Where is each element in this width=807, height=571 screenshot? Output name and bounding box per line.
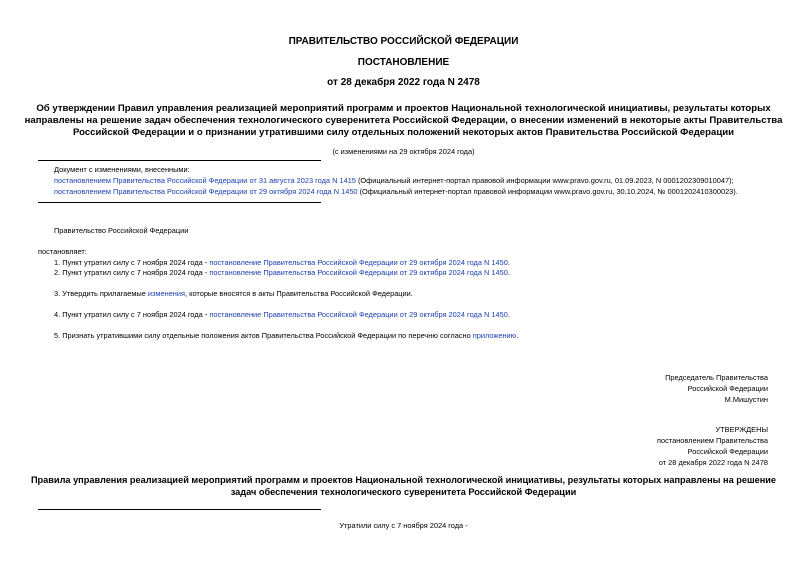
approved-block	[657, 424, 768, 468]
changes-bottom-rule	[38, 202, 321, 203]
paragraph-end: .	[507, 258, 510, 267]
paragraph-text: 5. Признать утратившими силу отдельные положения актов Правительства Российской Федерации по перечню согласно	[54, 331, 473, 340]
paragraph-1	[54, 258, 510, 267]
doc-title	[0, 103, 807, 139]
doc-title-line: Об утверждении Правил управления реализацией мероприятий программ и проектов Национальной технологической инициативы, результаты которых	[36, 103, 771, 114]
approved-line: УТВЕРЖДЕНЫ	[715, 425, 768, 434]
paragraph-link[interactable]: приложению	[472, 331, 517, 340]
change-item-1	[54, 175, 734, 186]
paragraph-3	[54, 289, 413, 298]
paragraph-text: 3. Утвердить прилагаемые	[54, 289, 148, 298]
lost-force-note: Утратили силу с 7 ноября 2024 года -	[339, 521, 468, 530]
doc-title-line: направлены на решение задач обеспечения технологического суверенитета Российской Федерации, о внесении изменений в некоторые акты Правительства	[24, 115, 783, 126]
government-header: ПРАВИТЕЛЬСТВО РОССИЙСКОЙ ФЕДЕРАЦИИ	[288, 36, 519, 47]
signature-line: Председатель Правительства	[665, 373, 768, 382]
rules-title	[0, 474, 807, 498]
change-link-2[interactable]: постановлением Правительства Российской Федерации от 29 октября 2024 года N 1450	[54, 187, 358, 196]
approved-line: постановлением Правительства	[657, 436, 768, 445]
paragraph-link[interactable]: постановление Правительства Российской Федерации от 29 октября 2024 года N 1450	[209, 258, 508, 267]
paragraph-link[interactable]: изменения	[147, 289, 186, 298]
changes-top-rule	[38, 160, 321, 161]
paragraph-end: .	[516, 331, 519, 340]
approved-line: Российской Федерации	[687, 447, 768, 456]
amended-note: (с изменениями на 29 октября 2024 года)	[332, 147, 475, 156]
paragraph-end: .	[507, 268, 510, 277]
rules-title-line: задач обеспечения технологического суверенитета Российской Федерации	[230, 487, 577, 497]
approved-line: от 28 декабря 2022 года N 2478	[658, 458, 768, 467]
paragraph-text: 2. Пункт утратил силу с 7 ноября 2024 года -	[54, 268, 210, 277]
paragraph-4	[54, 310, 510, 319]
signature-line: М.Мишустин	[724, 395, 768, 404]
rules-rule	[38, 509, 321, 510]
change-link-1[interactable]: постановлением Правительства Российской Федерации от 31 августа 2023 года N 1415	[54, 176, 356, 185]
change-item-2	[54, 186, 738, 197]
signature-line: Российской Федерации	[687, 384, 768, 393]
signature-block	[665, 372, 768, 405]
paragraph-5	[54, 331, 518, 340]
change-text-1: (Официальный интернет-портал правовой информации www.pravo.gov.ru, 01.09.2023, N 0001202309010047);	[355, 176, 734, 185]
paragraph-end: .	[507, 310, 510, 319]
paragraph-end: , которые вносятся в акты Правительства Российской Федерации.	[185, 289, 413, 298]
doc-type: ПОСТАНОВЛЕНИЕ	[357, 57, 450, 68]
change-text-2: (Официальный интернет-портал правовой информации www.pravo.gov.ru, 30.10.2024, № 0001202410300023).	[357, 187, 738, 196]
doc-date-number: от 28 декабря 2022 года N 2478	[327, 77, 480, 88]
rules-title-line: Правила управления реализацией мероприятий программ и проектов Национальной технологической инициативы, результаты которых направлены на решение	[30, 475, 777, 485]
changes-heading: Документ с изменениями, внесенными:	[54, 165, 190, 174]
paragraph-link[interactable]: постановление Правительства Российской Федерации от 29 октября 2024 года N 1450	[209, 310, 508, 319]
body-decrees: постановляет:	[38, 247, 87, 256]
paragraph-text: 4. Пункт утратил силу с 7 ноября 2024 года -	[54, 310, 210, 319]
body-government: Правительство Российской Федерации	[54, 226, 189, 235]
paragraph-text: 1. Пункт утратил силу с 7 ноября 2024 года -	[54, 258, 210, 267]
paragraph-2	[54, 268, 510, 277]
doc-title-line: Российской Федерации и о признании утратившими силу отдельных положений некоторых актов Правительства Российской Федерации	[72, 127, 735, 138]
paragraph-link[interactable]: постановление Правительства Российской Федерации от 29 октября 2024 года N 1450	[209, 268, 508, 277]
